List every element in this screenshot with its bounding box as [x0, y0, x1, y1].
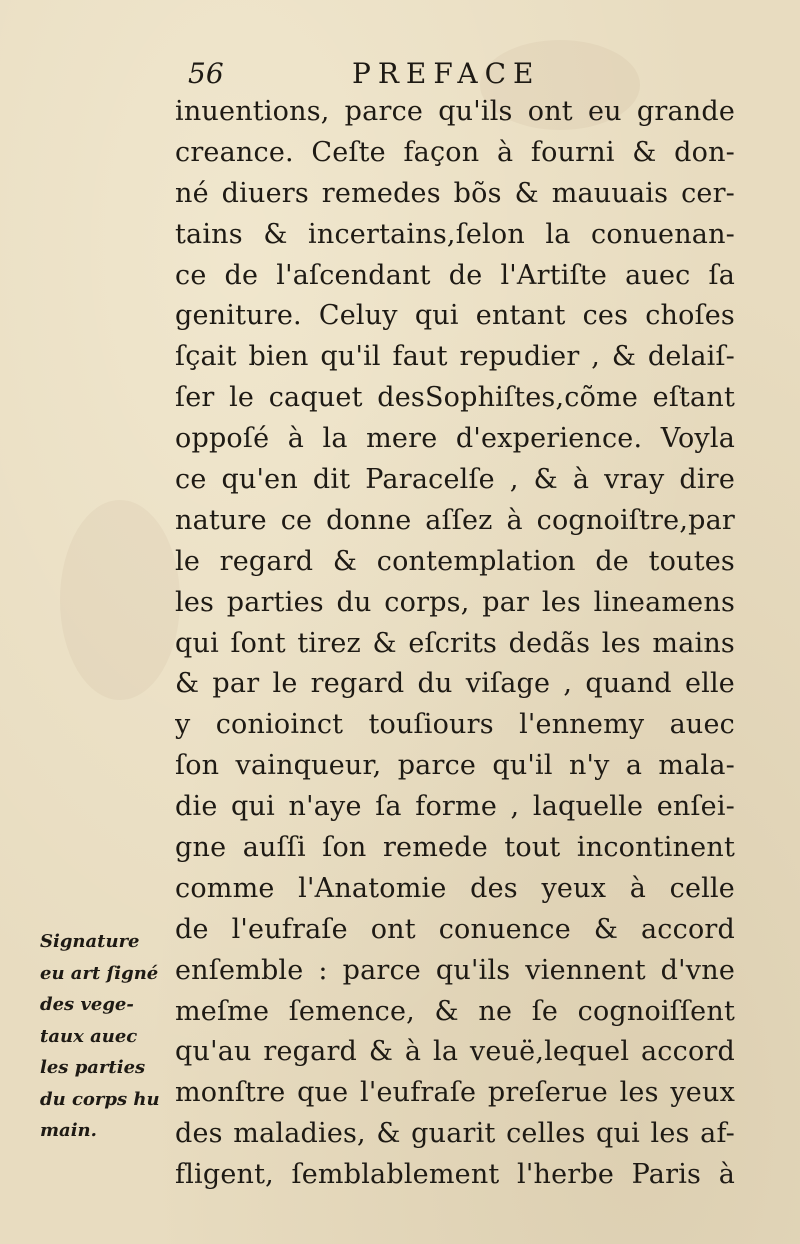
text-line: tains & incertains,ſelon la conuenan-	[175, 218, 735, 250]
text-line: comme l'Anatomie des yeux à celle	[175, 872, 735, 904]
text-line: qu'au regard & à la veuë,lequel accord	[175, 1036, 735, 1068]
text-line: qui ſont tirez & eſcrits dedãs les mains	[175, 627, 735, 659]
running-head: PREFACE	[352, 57, 541, 90]
text-line: gne auſſi ſon remede tout incontinent	[175, 832, 735, 864]
text-line: meſme ſemence, & ne ſe cognoiſſent	[175, 995, 735, 1027]
text-line: de l'eufraſe ont conuence & accord	[175, 913, 735, 945]
page-number: 56	[188, 57, 224, 90]
text-line: ſçait bien qu'il faut repudier , & delaiſ-	[175, 341, 735, 373]
text-line: né diuers remedes bõs & mauuais cer-	[175, 177, 735, 209]
body-text	[175, 92, 735, 1196]
text-line: inuentions, parce qu'ils ont eu grande	[175, 96, 735, 127]
text-line: ſer le caquet desSophiſtes,cõme eſtant	[175, 382, 735, 414]
page-header	[188, 54, 748, 94]
marginal-note-line: eu art ſigné	[40, 962, 159, 984]
marginal-note-line: Signature	[40, 931, 140, 952]
marginal-note-line: taux auec	[40, 1025, 138, 1047]
text-line: ce de l'aſcendant de l'Artiſte auec ſa	[175, 259, 735, 291]
text-line: enſemble : parce qu'ils viennent d'vne	[175, 954, 735, 986]
text-line: les parties du corps, par les lineamens	[175, 586, 735, 618]
text-line: nature ce donne aſſez à cognoiſtre,par	[175, 504, 735, 536]
text-line: y conioinct touſiours l'ennemy auec	[175, 709, 735, 741]
text-line: die qui n'aye ſa forme , laquelle enſei-	[175, 791, 735, 823]
text-line: des maladies, & guarit celles qui les af-	[175, 1118, 735, 1150]
text-line: geniture. Celuy qui entant ces choſes	[175, 300, 735, 332]
text-line: creance. Ceſte façon à fourni & don-	[175, 136, 735, 168]
marginal-note-line: main.	[40, 1120, 97, 1141]
text-line: monſtre que l'eufraſe preſerue les yeux	[175, 1077, 735, 1109]
text-line: ſon vainqueur, parce qu'il n'y a mala-	[175, 750, 735, 782]
marginal-note-line: des vege-	[40, 994, 134, 1015]
marginal-note	[40, 926, 170, 1147]
marginal-note-line: les parties	[40, 1057, 146, 1078]
text-line: fligent, ſemblablement l'herbe Paris à	[175, 1159, 735, 1191]
text-line: & par le regard du viſage , quand elle	[175, 668, 735, 700]
text-line: oppoſé à la mere d'experience. Voyla	[175, 423, 735, 455]
paper-stain	[60, 500, 180, 700]
marginal-note-line: du corps hu	[40, 1088, 160, 1110]
text-line: le regard & contemplation de toutes	[175, 545, 735, 577]
text-line: ce qu'en dit Paracelſe , & à vray dire	[175, 464, 735, 496]
